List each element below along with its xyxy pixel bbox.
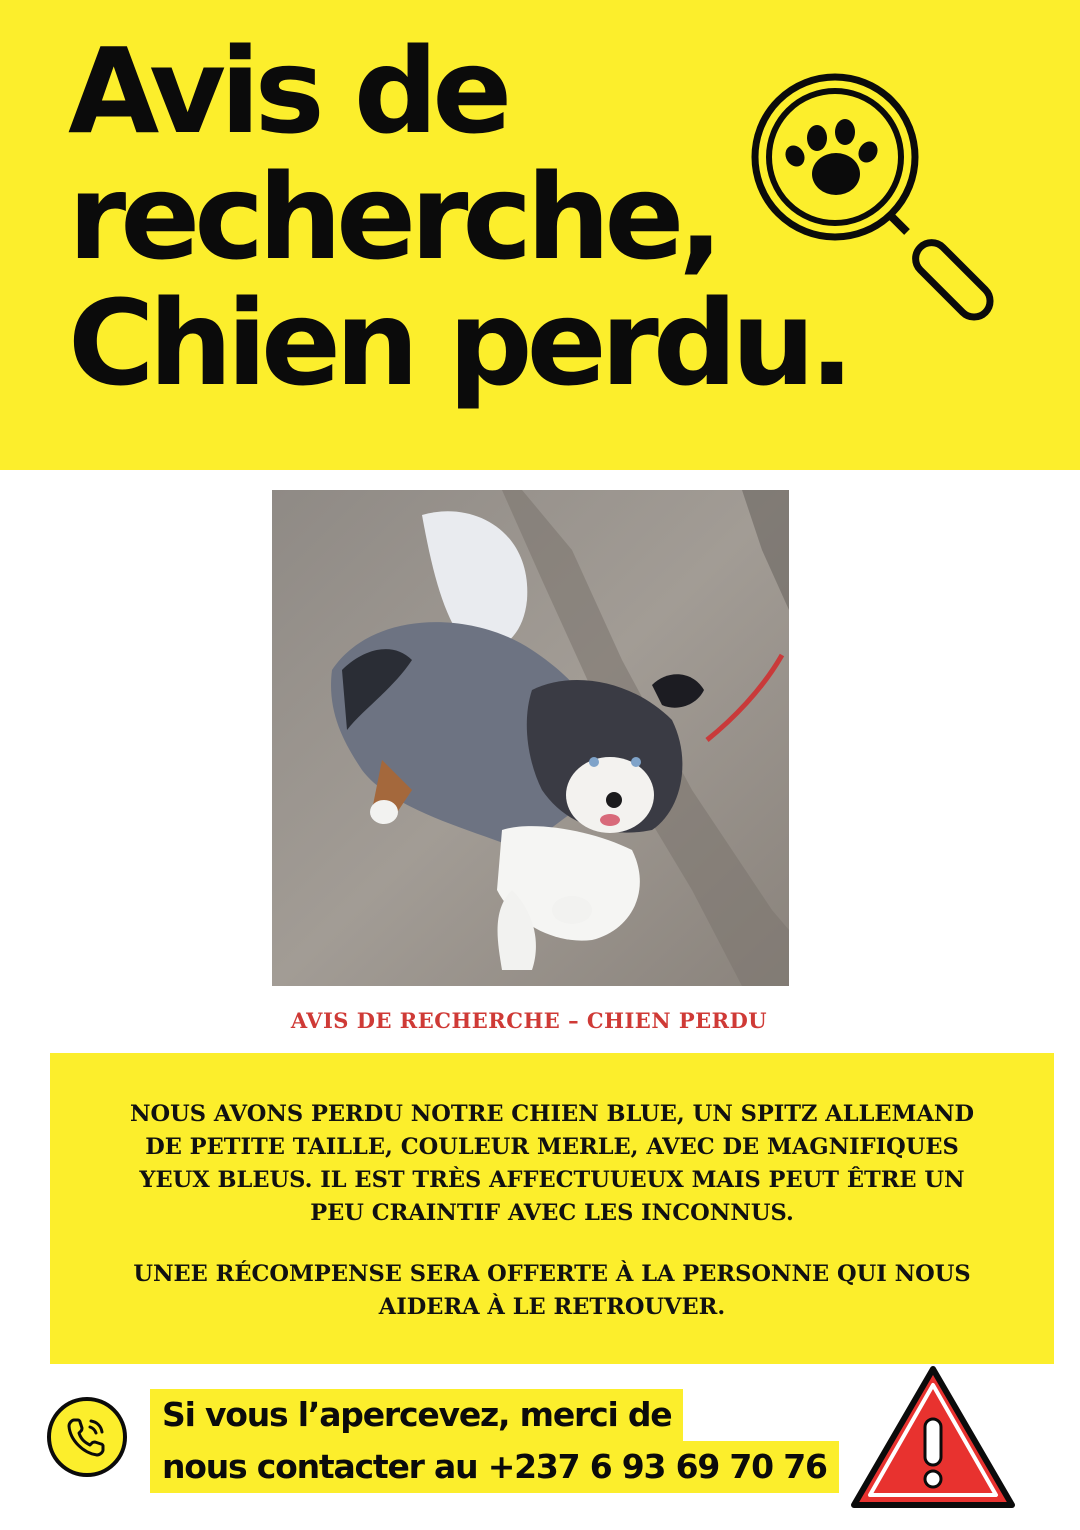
warning-icon	[848, 1363, 1018, 1513]
contact-phone-line[interactable]: nous contacter au +237 6 93 69 70 76	[150, 1441, 839, 1493]
title-line-3: Chien perdu.	[68, 274, 849, 412]
phone-icon	[45, 1395, 129, 1479]
dog-photo	[272, 490, 789, 986]
magnifier-paw-icon	[740, 62, 1010, 322]
contact-callout	[150, 1389, 839, 1493]
title-line-1: Avis de	[68, 22, 507, 160]
contact-line-1: Si vous l’apercevez, merci de	[150, 1389, 683, 1441]
photo-caption: AVIS DE RECHERCHE – CHIEN PERDU	[290, 1008, 768, 1033]
description-box	[50, 1053, 1054, 1364]
page-title	[68, 22, 849, 412]
header-banner	[0, 0, 1080, 470]
reward-paragraph: UNEE RÉCOMPENSE SERA OFFERTE À LA PERSONNE QUI NOUS AIDERA À LE RETROUVER.	[133, 1261, 971, 1320]
title-line-2: recherche,	[68, 148, 718, 286]
description-paragraph: NOUS AVONS PERDU NOTRE CHIEN BLUE, UN SPITZ ALLEMAND DE PETITE TAILLE, COULEUR MERLE, AVEC DE MAGNIFIQUES YEUX BLEUS. IL EST TRÈS AFFECTUUEUX MAIS PEUT ÊTRE UN PEU CRAINTIF AVEC LES INCONNUS.	[129, 1101, 974, 1226]
